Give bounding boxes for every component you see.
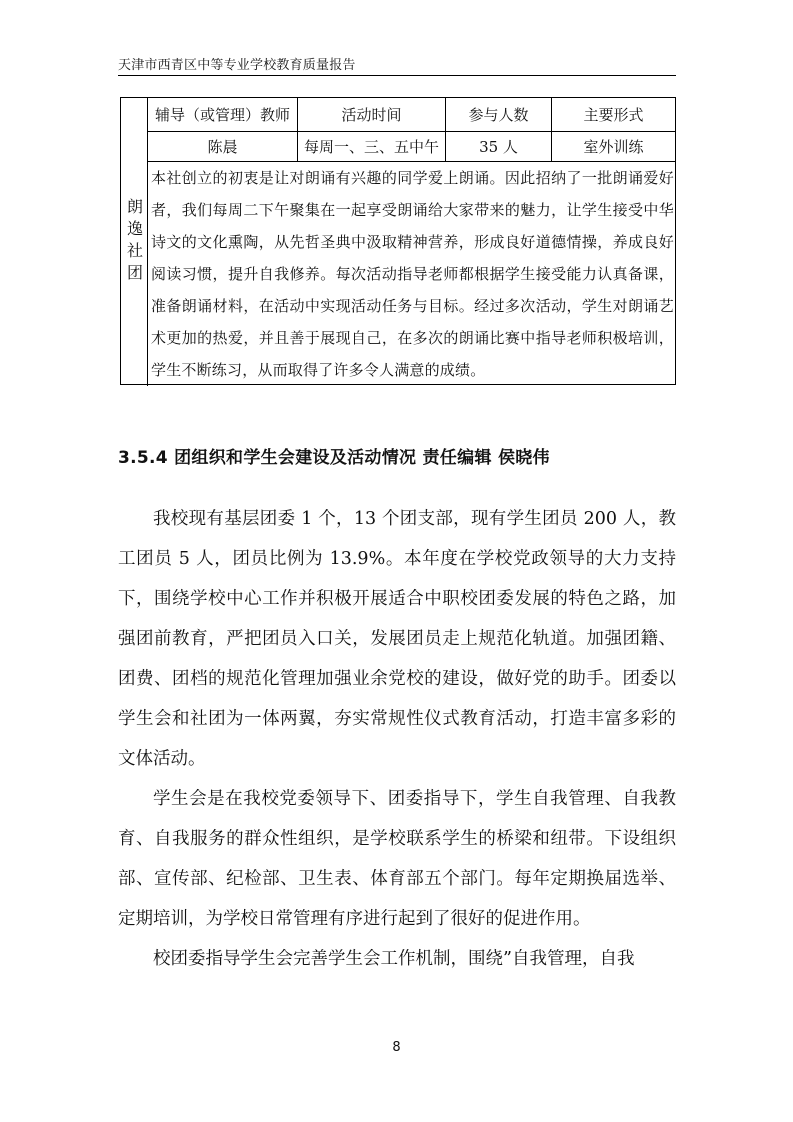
club-description: 本社创立的初衷是让对朗诵有兴趣的同学爱上朗诵。因此招纳了一批朗诵爱好者，我们每周二下午聚集在一起享受朗诵给大家带来的魅力，让学生接受中华诗文的文化熏陶，从先哲圣典中汲取精神营养，形成良好道德情操，养成良好阅读习惯，提升自我修养。每次活动指导老师都根据学生接受能力认真备课，准备朗诵材料，在活动中实现活动任务与目标。经过多次活动，学生对朗诵艺术更加的热爱，并且善于展现自己，在多次的朗诵比赛中指导老师积极培训，学生不断练习，从而取得了许多令人满意的成绩。	[151, 169, 674, 379]
section-title: 3.5.4 团组织和学生会建设及活动情况 责任编辑 侯晓伟	[118, 448, 550, 468]
header-divider	[118, 75, 676, 76]
paragraph-2: 学生会是在我校党委领导下、团委指导下，学生自我管理、自我教育、自我服务的群众性组织，是学校联系学生的桥梁和纽带。下设组织部、宣传部、纪检部、卫生表、体育部五个部门。每年定期换届选举、定期培训，为学校日常管理有序进行起到了很好的促进作用。	[118, 789, 676, 929]
page-number: 8	[392, 1040, 401, 1055]
value-time: 每周一、三、五中午	[298, 132, 446, 161]
table-row	[148, 132, 675, 162]
header-count: 参与人数	[446, 98, 552, 131]
table-header-row	[148, 98, 675, 132]
header-form: 主要形式	[583, 106, 644, 124]
header-time: 活动时间	[298, 98, 446, 131]
club-info-table	[120, 97, 676, 385]
value-form: 室外训练	[583, 138, 644, 156]
value-count: 35 人	[446, 132, 552, 161]
club-name: 朗逸社团	[124, 198, 144, 286]
paragraph-1: 我校现有基层团委 1 个，13 个团支部，现有学生团员 200 人，教工团员 5 人，团员比例为 13.9%。本年度在学校党政领导的大力支持下，围绕学校中心工作并积极开展适合中职校团委发展的特色之路，加强团前教育，严把团员入口关，发展团员走上规范化轨道。加强团籍、团费、团档的规范化管理加强业余党校的建设，做好党的助手。团委以学生会和社团为一体两翼，夯实常规性仪式教育活动，打造丰富多彩的文体活动。	[118, 509, 676, 769]
value-teacher: 陈晨	[148, 132, 298, 161]
section-body	[118, 499, 676, 979]
page-header-title: 天津市西青区中等专业学校教育质量报告	[118, 58, 356, 73]
club-name-cell	[121, 98, 148, 386]
header-teacher: 辅导（或管理）教师	[148, 98, 298, 131]
paragraph-3: 校团委指导学生会完善学生会工作机制，围绕”自我管理，自我	[153, 949, 635, 969]
